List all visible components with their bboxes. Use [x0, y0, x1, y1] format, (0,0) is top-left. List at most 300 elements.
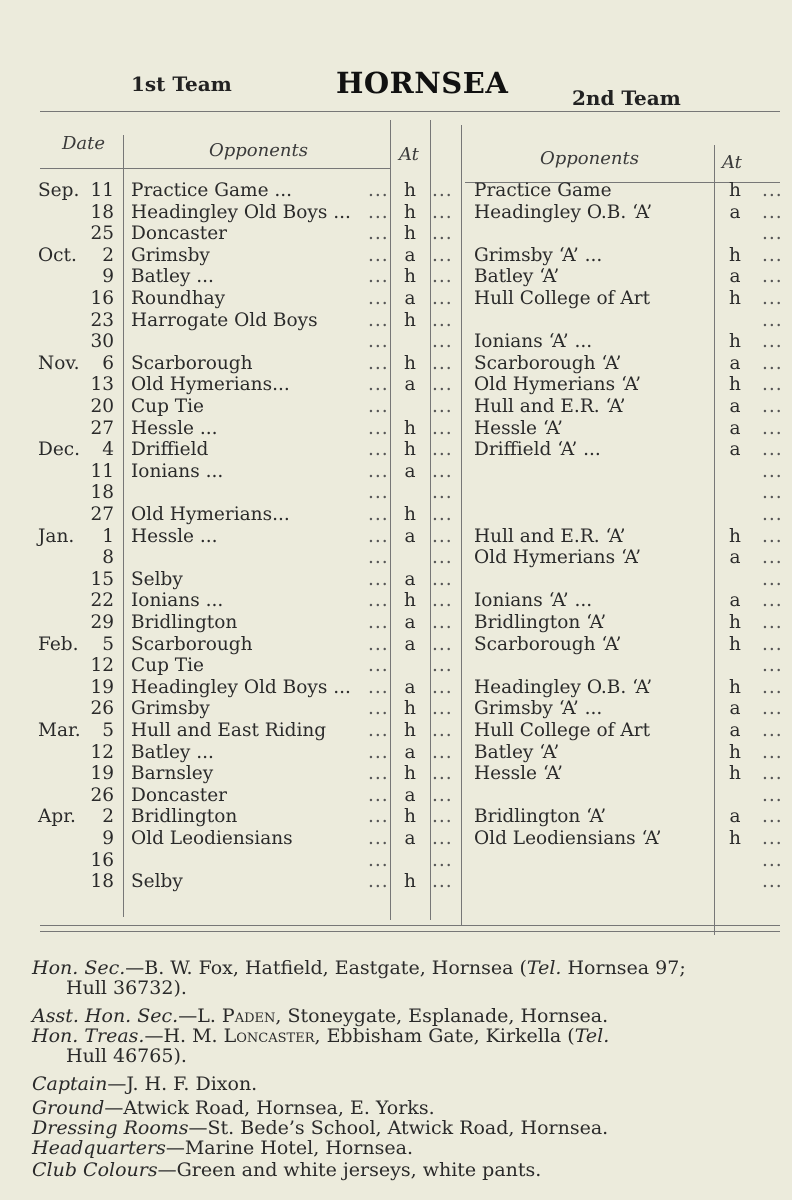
leader-dots-mid: ...: [432, 482, 453, 504]
hon-sec-tel-label: Tel.: [526, 957, 562, 979]
leader-dots-1st: ...: [368, 525, 389, 547]
club-title: HORNSEA: [336, 66, 509, 100]
first-team-venue: h: [404, 806, 416, 828]
first-team-venue: h: [404, 352, 416, 374]
first-team-opponent: Barnsley: [131, 763, 214, 785]
second-team-opponent: Bridlington ‘A’: [474, 612, 607, 633]
leader-dots-mid: ...: [432, 590, 453, 612]
fixture-day: 25: [90, 223, 114, 245]
leader-dots-mid: ...: [432, 374, 453, 396]
first-team-opponent: Driffield: [131, 439, 209, 461]
second-team-venue: h: [729, 374, 741, 396]
fixture-day: 20: [90, 396, 114, 417]
second-team-venue: h: [729, 828, 741, 849]
fixture-row: [0, 828, 792, 850]
leader-dots-mid: ...: [432, 763, 453, 785]
leader-dots-mid: ...: [432, 849, 453, 871]
fixture-day: 29: [90, 612, 114, 633]
leader-dots-2nd: ...: [762, 763, 783, 785]
leader-dots-1st: ...: [368, 374, 389, 396]
leader-dots-2nd: ...: [762, 547, 783, 569]
leader-dots-2nd: ...: [762, 698, 783, 720]
first-team-venue: h: [404, 698, 416, 720]
fixture-day: 18: [90, 871, 114, 893]
first-team-opponent: Doncaster: [131, 784, 227, 806]
fixture-day: 9: [102, 266, 114, 288]
leader-dots-2nd: ...: [762, 568, 783, 590]
headquarters-line: [32, 1138, 413, 1158]
asst-hon-sec-line: [32, 1006, 608, 1026]
first-team-opponent: Selby: [131, 568, 183, 590]
second-team-opponent: Batley ‘A’: [474, 266, 560, 288]
second-team-venue: h: [729, 676, 741, 698]
leader-dots-1st: ...: [368, 655, 389, 677]
fixture-row: [0, 634, 792, 656]
first-team-opponent: Hessle ...: [131, 525, 218, 547]
leader-dots-2nd: ...: [762, 288, 783, 309]
second-team-venue: a: [729, 201, 741, 223]
second-team-opponent: Old Leodiensians ‘A’: [474, 828, 662, 849]
leader-dots-mid: ...: [432, 547, 453, 569]
first-team-venue: h: [404, 504, 416, 525]
leader-dots-mid: ...: [432, 223, 453, 245]
leader-dots-1st: ...: [368, 590, 389, 612]
fixture-day: 27: [90, 417, 114, 439]
leader-dots-mid: ...: [432, 266, 453, 288]
fixture-row: [0, 612, 792, 634]
fixture-row: [0, 677, 792, 699]
second-team-venue: h: [729, 180, 741, 201]
hon-treas-line: [32, 1026, 609, 1046]
second-team-venue: a: [729, 352, 741, 374]
fixture-row: [0, 223, 792, 245]
first-team-opponent: Practice Game ...: [131, 180, 293, 201]
bottom-rule-2: [40, 931, 780, 932]
leader-dots-mid: ...: [432, 871, 453, 893]
fixture-row: [0, 806, 792, 828]
bottom-rule-1: [40, 925, 780, 926]
fixture-row: [0, 871, 792, 893]
fixture-row: [0, 310, 792, 332]
first-team-venue: a: [404, 288, 416, 309]
leader-dots-2nd: ...: [762, 417, 783, 439]
second-team-opponent: Grimsby ‘A’ ...: [474, 698, 603, 720]
leader-dots-2nd: ...: [762, 266, 783, 288]
fixture-row: [0, 245, 792, 267]
first-team-venue: h: [404, 266, 416, 288]
leader-dots-2nd: ...: [762, 331, 783, 353]
leader-dots-mid: ...: [432, 698, 453, 720]
leader-dots-1st: ...: [368, 309, 389, 331]
first-team-opponent: Cup Tie: [131, 396, 204, 417]
leader-dots-mid: ...: [432, 784, 453, 806]
first-team-opponent: Old Hymerians...: [131, 374, 290, 396]
leader-dots-mid: ...: [432, 244, 453, 266]
dressing-rooms-text: —St. Bede’s School, Atwick Road, Hornsea.: [188, 1117, 609, 1139]
second-team-opponent: Ionians ‘A’ ...: [474, 331, 593, 353]
fixture-day: 27: [90, 504, 114, 525]
first-team-venue: a: [404, 612, 416, 633]
first-team-venue: a: [404, 374, 416, 396]
fixture-row: [0, 180, 792, 202]
first-team-opponent: Bridlington: [131, 806, 238, 828]
leader-dots-1st: ...: [368, 504, 389, 525]
top-rule: [40, 111, 780, 112]
first-team-venue: h: [404, 180, 416, 201]
fixture-day: 19: [90, 676, 114, 698]
hon-treas-tel-line: Hull 46765).: [66, 1045, 187, 1067]
leader-dots-mid: ...: [432, 568, 453, 590]
leader-dots-2nd: ...: [762, 741, 783, 763]
headquarters-label: Headquarters: [32, 1137, 166, 1159]
second-team-opponent: Hull and E.R. ‘A’: [474, 396, 626, 417]
leader-dots-mid: ...: [432, 460, 453, 482]
first-team-opponent: Old Leodiensians: [131, 828, 293, 849]
fixture-row: [0, 396, 792, 418]
leader-dots-mid: ...: [432, 201, 453, 223]
fixture-day: 6: [102, 352, 114, 374]
ground-text: —Atwick Road, Hornsea, E. Yorks.: [104, 1097, 435, 1119]
leader-dots-mid: ...: [432, 525, 453, 547]
leader-dots-1st: ...: [368, 720, 389, 741]
fixture-day: 19: [90, 763, 114, 785]
second-team-venue: h: [729, 288, 741, 309]
leader-dots-mid: ...: [432, 180, 453, 201]
leader-dots-2nd: ...: [762, 244, 783, 266]
first-team-opponent: Ionians ...: [131, 460, 224, 482]
hon-sec-text: —B. W. Fox, Hatfield, Eastgate, Hornsea (: [125, 957, 527, 979]
leader-dots-2nd: ...: [762, 482, 783, 504]
second-team-venue: a: [729, 417, 741, 439]
fixture-month: Mar.: [38, 720, 81, 741]
second-team-opponent: Headingley O.B. ‘A’: [474, 201, 653, 223]
first-team-opponent: Harrogate Old Boys: [131, 309, 318, 331]
first-team-opponent: Doncaster: [131, 223, 227, 245]
leader-dots-1st: ...: [368, 633, 389, 655]
first-team-venue: a: [404, 784, 416, 806]
fixture-row: [0, 504, 792, 526]
first-team-venue: h: [404, 720, 416, 741]
first-team-opponent: Grimsby: [131, 698, 210, 720]
fixture-row: [0, 526, 792, 548]
fixture-day: 11: [90, 180, 114, 201]
leader-dots-1st: ...: [368, 828, 389, 849]
fixture-day: 1: [102, 525, 114, 547]
first-team-opponent: Scarborough: [131, 633, 253, 655]
fixture-day: 2: [102, 806, 114, 828]
fixture-row: [0, 547, 792, 569]
leader-dots-2nd: ...: [762, 720, 783, 741]
column-head-at-1st: At: [399, 144, 419, 165]
second-team-opponent: Old Hymerians ‘A’: [474, 547, 641, 569]
second-team-venue: a: [729, 266, 741, 288]
captain-line: [32, 1074, 257, 1094]
leader-dots-2nd: ...: [762, 525, 783, 547]
first-team-opponent: Old Hymerians...: [131, 504, 290, 525]
second-team-venue: a: [729, 720, 741, 741]
second-team-opponent: Batley ‘A’: [474, 741, 560, 763]
fixture-row: [0, 288, 792, 310]
fixture-day: 2: [102, 244, 114, 266]
first-team-venue: h: [404, 223, 416, 245]
first-team-opponent: Headingley Old Boys ...: [131, 201, 351, 223]
column-head-opponents-2nd: Opponents: [540, 148, 639, 169]
leader-dots-mid: ...: [432, 396, 453, 417]
leader-dots-1st: ...: [368, 547, 389, 569]
fixture-day: 5: [102, 720, 114, 741]
hon-treas-text: , Ebbisham Gate, Kirkella (: [314, 1025, 575, 1047]
fixture-row: [0, 850, 792, 872]
leader-dots-2nd: ...: [762, 612, 783, 633]
leader-dots-1st: ...: [368, 417, 389, 439]
leader-dots-mid: ...: [432, 504, 453, 525]
leader-dots-1st: ...: [368, 612, 389, 633]
leader-dots-mid: ...: [432, 288, 453, 309]
first-team-venue: h: [404, 439, 416, 461]
second-team-opponent: Hull and E.R. ‘A’: [474, 525, 626, 547]
fixture-day: 18: [90, 482, 114, 504]
second-team-opponent: Practice Game: [474, 180, 612, 201]
fixture-day: 16: [90, 288, 114, 309]
leader-dots-2nd: ...: [762, 352, 783, 374]
leader-dots-2nd: ...: [762, 201, 783, 223]
leader-dots-mid: ...: [432, 676, 453, 698]
first-team-venue: h: [404, 201, 416, 223]
leader-dots-mid: ...: [432, 655, 453, 677]
leader-dots-mid: ...: [432, 720, 453, 741]
leader-dots-mid: ...: [432, 806, 453, 828]
club-colours-label: Club Colours: [32, 1159, 158, 1181]
fixture-month: Dec.: [38, 439, 81, 461]
first-team-opponent: Hull and East Riding: [131, 720, 327, 741]
first-team-opponent: Scarborough: [131, 352, 253, 374]
first-team-venue: h: [404, 590, 416, 612]
leader-dots-mid: ...: [432, 741, 453, 763]
second-team-opponent: Headingley O.B. ‘A’: [474, 676, 653, 698]
dressing-rooms-label: Dressing Rooms: [32, 1117, 189, 1139]
leader-dots-1st: ...: [368, 288, 389, 309]
fixture-row: [0, 374, 792, 396]
fixture-row: [0, 202, 792, 224]
leader-dots-2nd: ...: [762, 633, 783, 655]
ground-label: Ground: [32, 1097, 105, 1119]
leader-dots-2nd: ...: [762, 871, 783, 893]
second-team-opponent: Grimsby ‘A’ ...: [474, 244, 603, 266]
first-team-venue: a: [404, 244, 416, 266]
leader-dots-1st: ...: [368, 331, 389, 353]
club-colours-text: —Green and white jerseys, white pants.: [157, 1159, 542, 1181]
leader-dots-2nd: ...: [762, 784, 783, 806]
fixture-row: [0, 763, 792, 785]
leader-dots-2nd: ...: [762, 655, 783, 677]
leader-dots-1st: ...: [368, 201, 389, 223]
first-team-venue: h: [404, 417, 416, 439]
first-team-opponent: Batley ...: [131, 266, 214, 288]
second-team-venue: h: [729, 741, 741, 763]
leader-dots-mid: ...: [432, 439, 453, 461]
hon-sec-label: Hon. Sec.: [32, 957, 126, 979]
leader-dots-1st: ...: [368, 439, 389, 461]
fixture-day: 12: [90, 741, 114, 763]
leader-dots-1st: ...: [368, 676, 389, 698]
leader-dots-1st: ...: [368, 223, 389, 245]
first-team-venue: a: [404, 633, 416, 655]
fixture-month: Apr.: [38, 806, 76, 828]
fixture-row: [0, 742, 792, 764]
second-team-opponent: Old Hymerians ‘A’: [474, 374, 641, 396]
second-team-venue: h: [729, 633, 741, 655]
leader-dots-2nd: ...: [762, 590, 783, 612]
fixture-day: 26: [90, 784, 114, 806]
first-team-opponent: Ionians ...: [131, 590, 224, 612]
first-team-opponent: Cup Tie: [131, 655, 204, 677]
hon-treas-label: Hon. Treas.: [32, 1025, 145, 1047]
first-team-opponent: Hessle ...: [131, 417, 218, 439]
fixture-day: 26: [90, 698, 114, 720]
second-team-opponent: Hessle ‘A’: [474, 417, 563, 439]
column-header-rule-left: [40, 168, 390, 169]
leader-dots-mid: ...: [432, 331, 453, 353]
leader-dots-1st: ...: [368, 352, 389, 374]
second-team-heading: 2nd Team: [572, 86, 681, 110]
leader-dots-2nd: ...: [762, 309, 783, 331]
second-team-opponent: Ionians ‘A’ ...: [474, 590, 593, 612]
leader-dots-2nd: ...: [762, 396, 783, 417]
first-team-venue: h: [404, 871, 416, 893]
leader-dots-mid: ...: [432, 417, 453, 439]
fixture-day: 22: [90, 590, 114, 612]
column-head-at-2nd: At: [722, 152, 742, 173]
fixture-day: 5: [102, 633, 114, 655]
hon-sec-tel-line: Hull 36732).: [66, 977, 187, 999]
second-team-venue: a: [729, 396, 741, 417]
asst-hon-sec-label: Asst. Hon. Sec.: [32, 1005, 179, 1027]
fixture-month: Sep.: [38, 180, 80, 201]
leader-dots-mid: ...: [432, 633, 453, 655]
leader-dots-2nd: ...: [762, 849, 783, 871]
second-team-opponent: Hull College of Art: [474, 720, 651, 741]
leader-dots-2nd: ...: [762, 460, 783, 482]
first-team-venue: h: [404, 763, 416, 785]
leader-dots-1st: ...: [368, 849, 389, 871]
second-team-venue: a: [729, 547, 741, 569]
fixture-row: [0, 461, 792, 483]
captain-text: —J. H. F. Dixon.: [107, 1073, 258, 1095]
hon-treas-tel-label: Tel.: [574, 1025, 610, 1047]
second-team-opponent: Driffield ‘A’ ...: [474, 439, 601, 461]
first-team-venue: a: [404, 525, 416, 547]
second-team-opponent: Bridlington ‘A’: [474, 806, 607, 828]
asst-hon-sec-dash: —L.: [178, 1005, 222, 1027]
first-team-venue: a: [404, 741, 416, 763]
fixture-day: 8: [102, 547, 114, 569]
fixture-month: Oct.: [38, 244, 77, 266]
fixture-month: Jan.: [38, 525, 75, 547]
second-team-venue: a: [729, 806, 741, 828]
asst-hon-sec-name: Paden: [221, 1005, 276, 1027]
leader-dots-2nd: ...: [762, 806, 783, 828]
leader-dots-1st: ...: [368, 698, 389, 720]
leader-dots-2nd: ...: [762, 828, 783, 849]
leader-dots-2nd: ...: [762, 223, 783, 245]
leader-dots-1st: ...: [368, 396, 389, 417]
fixture-day: 11: [90, 460, 114, 482]
fixture-month: Nov.: [38, 352, 80, 374]
second-team-opponent: Scarborough ‘A’: [474, 352, 622, 374]
second-team-venue: a: [729, 590, 741, 612]
first-team-opponent: Bridlington: [131, 612, 238, 633]
leader-dots-mid: ...: [432, 309, 453, 331]
ground-line: [32, 1098, 435, 1118]
fixture-day: 23: [90, 309, 114, 331]
fixture-row: [0, 331, 792, 353]
leader-dots-1st: ...: [368, 741, 389, 763]
leader-dots-2nd: ...: [762, 504, 783, 525]
fixture-row: [0, 418, 792, 440]
second-team-opponent: Hessle ‘A’: [474, 763, 563, 785]
fixture-day: 30: [90, 331, 114, 353]
column-head-opponents-1st: Opponents: [209, 140, 308, 161]
fixture-row: [0, 590, 792, 612]
column-head-date: Date: [62, 133, 106, 154]
second-team-opponent: Scarborough ‘A’: [474, 633, 622, 655]
leader-dots-mid: ...: [432, 612, 453, 633]
first-team-opponent: Selby: [131, 871, 183, 893]
dressing-rooms-line: [32, 1118, 608, 1138]
captain-label: Captain: [32, 1073, 108, 1095]
second-team-venue: a: [729, 698, 741, 720]
fixture-row: [0, 569, 792, 591]
fixture-row: [0, 482, 792, 504]
first-team-opponent: Headingley Old Boys ...: [131, 676, 351, 698]
leader-dots-1st: ...: [368, 244, 389, 266]
first-team-venue: h: [404, 309, 416, 331]
fixture-day: 13: [90, 374, 114, 396]
fixture-row: [0, 439, 792, 461]
first-team-venue: a: [404, 460, 416, 482]
fixture-day: 4: [102, 439, 114, 461]
second-team-venue: a: [729, 439, 741, 461]
leader-dots-1st: ...: [368, 460, 389, 482]
first-team-venue: a: [404, 676, 416, 698]
first-team-opponent: Roundhay: [131, 288, 226, 309]
fixture-row: [0, 655, 792, 677]
leader-dots-mid: ...: [432, 352, 453, 374]
hon-treas-dash: —H. M.: [144, 1025, 224, 1047]
second-team-venue: h: [729, 612, 741, 633]
first-team-opponent: Batley ...: [131, 741, 214, 763]
fixture-day: 9: [102, 828, 114, 849]
leader-dots-mid: ...: [432, 828, 453, 849]
leader-dots-1st: ...: [368, 784, 389, 806]
hon-treas-name: Loncaster: [223, 1025, 315, 1047]
asst-hon-sec-text: , Stoneygate, Esplanade, Hornsea.: [275, 1005, 609, 1027]
leader-dots-1st: ...: [368, 180, 389, 201]
club-colours-line: [32, 1160, 541, 1180]
leader-dots-2nd: ...: [762, 180, 783, 201]
first-team-venue: a: [404, 568, 416, 590]
second-team-opponent: Hull College of Art: [474, 288, 651, 309]
leader-dots-2nd: ...: [762, 676, 783, 698]
fixture-row: [0, 720, 792, 742]
fixture-row: [0, 353, 792, 375]
leader-dots-1st: ...: [368, 266, 389, 288]
leader-dots-1st: ...: [368, 871, 389, 893]
second-team-venue: h: [729, 525, 741, 547]
fixture-row: [0, 785, 792, 807]
leader-dots-1st: ...: [368, 806, 389, 828]
fixture-row: [0, 266, 792, 288]
